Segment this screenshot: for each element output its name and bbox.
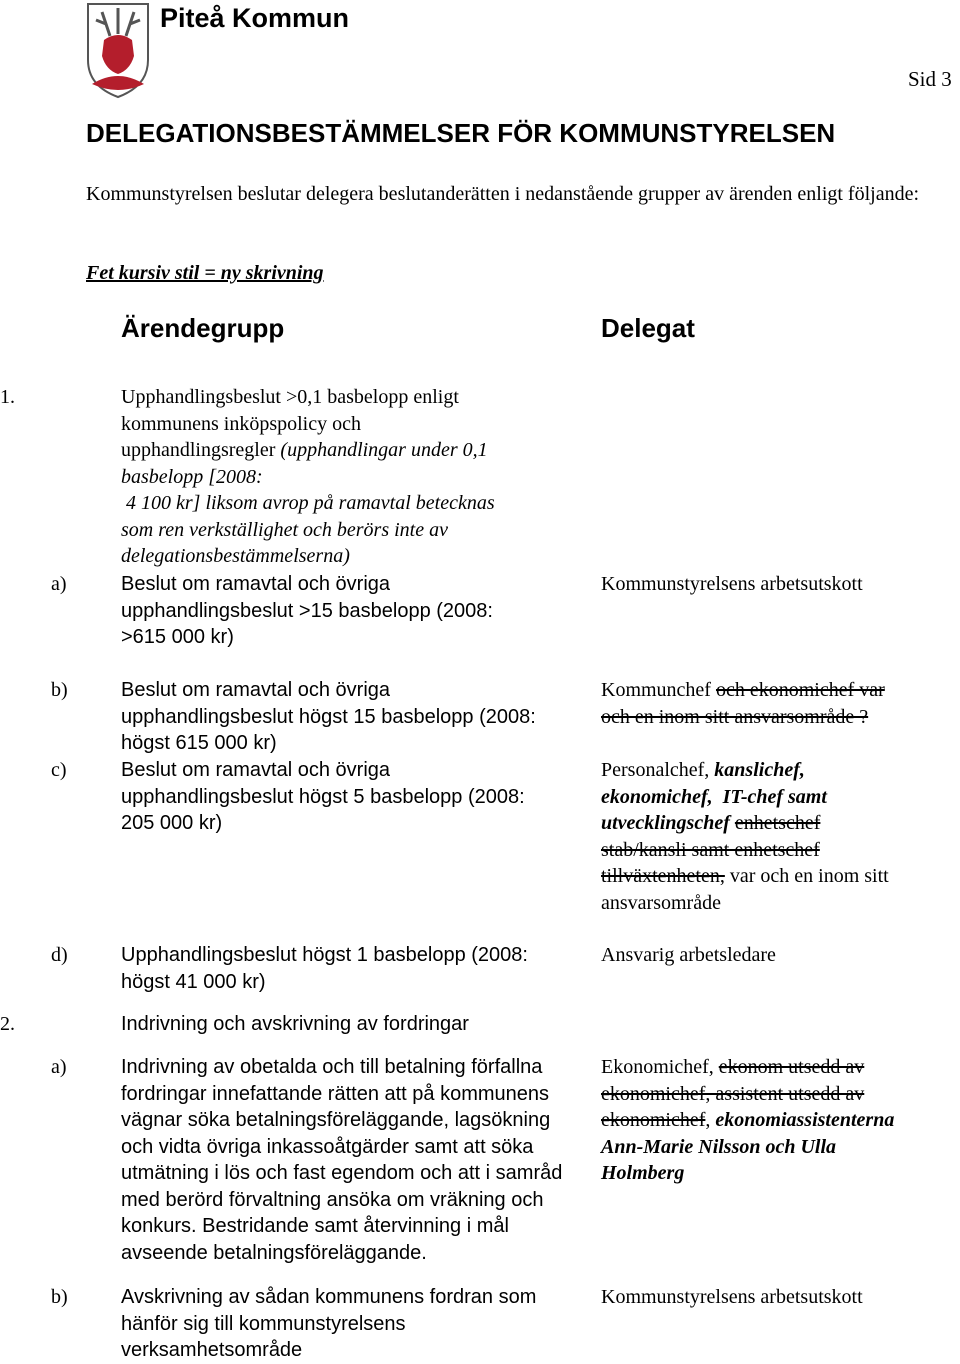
item-line: fordringar innefattande rätten att på kommunens <box>121 1082 550 1105</box>
brand-name: Piteå Kommun <box>160 3 350 33</box>
item-line: hänför sig till kommunstyrelsens <box>121 1312 406 1335</box>
delegate-struck-text: tillväxtenheten, <box>601 865 725 887</box>
delegate-text: ansvarsområde <box>601 891 721 914</box>
delegate-new-text: kanslichef, <box>714 759 805 781</box>
item-delegate: Kommunstyrelsens arbetsutskott <box>601 573 863 595</box>
delegate-text: var och en inom sitt <box>724 865 889 887</box>
item-delegate <box>601 757 946 916</box>
delegate-text: , <box>705 1109 716 1131</box>
section-heading-line: basbelopp [2008: <box>121 465 263 488</box>
section-heading-line: Upphandlingsbeslut >0,1 basbelopp enligt <box>121 386 459 408</box>
item-description <box>121 677 581 757</box>
item-line: högst 41 000 kr) <box>121 970 266 993</box>
item-line: Indrivning av obetalda och till betalning förfallna <box>121 1056 543 1078</box>
item-line: >615 000 kr) <box>121 626 234 648</box>
column-header-group: Ärendegrupp <box>121 313 285 343</box>
item-line: utmätning i lös och fast egendom och att i samråd <box>121 1162 563 1184</box>
section-heading-line <box>121 437 581 464</box>
delegate-struck-text: ekonomichef, assistent utsedd av <box>601 1082 865 1105</box>
heading-italic-text: (upphandlingar under 0,1 <box>280 439 488 461</box>
section-heading-line: 4 100 kr] liksom avrop på ramavtal betecknas <box>121 492 495 514</box>
item-letter: a) <box>51 573 67 595</box>
item-line: konkurs. Bestridande samt återvinning i mål <box>121 1215 509 1237</box>
item-line: upphandlingsbeslut >15 basbelopp (2008: <box>121 599 493 622</box>
formatting-legend: Fet kursiv stil = ny skrivning <box>86 262 324 284</box>
delegate-struck-text: och ekonomichef var <box>715 679 885 701</box>
item-delegate: Kommunstyrelsens arbetsutskott <box>601 1286 863 1308</box>
item-description <box>121 571 581 651</box>
item-line: upphandlingsbeslut högst 5 basbelopp (2008: <box>121 785 525 808</box>
item-line: avseende betalningsföreläggande. <box>121 1241 427 1264</box>
page-number: Sid 3 <box>908 67 952 91</box>
item-letter: d) <box>51 944 68 966</box>
item-line: med berörd förvaltning ansöka om vräkning och <box>121 1188 544 1211</box>
delegate-new-text: Holmberg <box>601 1162 685 1184</box>
document-title: DELEGATIONSBESTÄMMELSER FÖR KOMMUNSTYRELSEN <box>86 118 836 148</box>
delegate-text: Personalchef, <box>601 759 715 781</box>
item-letter: b) <box>51 679 68 701</box>
delegate-new-text: ekonomichef, IT-chef samt <box>601 785 827 808</box>
section-heading: Indrivning och avskrivning av fordringar <box>121 1013 469 1035</box>
item-delegate <box>601 1054 946 1187</box>
item-line: Beslut om ramavtal och övriga <box>121 679 391 701</box>
item-line: vägnar söka betalningsföreläggande, lagsökning <box>121 1109 551 1131</box>
item-delegate <box>601 677 946 730</box>
item-delegate: Ansvarig arbetsledare <box>601 944 776 966</box>
item-letter: a) <box>51 1056 67 1078</box>
delegate-text: Ekonomichef, <box>601 1056 719 1078</box>
item-description <box>121 1284 581 1364</box>
delegate-text: Kommunchef <box>601 679 716 701</box>
municipality-logo <box>84 0 152 100</box>
delegate-struck-text: stab/kansli samt enhetschef <box>601 838 820 861</box>
section-heading-line: kommunens inköpspolicy och <box>121 412 361 435</box>
section-number: 1. <box>0 386 15 408</box>
intro-paragraph: Kommunstyrelsen beslutar delegera beslutanderätten i nedanstående grupper av ärenden enligt följande: <box>86 183 920 205</box>
delegate-new-text: Ann-Marie Nilsson och Ulla <box>601 1135 837 1158</box>
item-line: Avskrivning av sådan kommunens fordran som <box>121 1286 537 1308</box>
item-line: Beslut om ramavtal och övriga <box>121 759 391 781</box>
section-heading <box>121 384 581 570</box>
column-header-delegate: Delegat <box>601 313 695 343</box>
item-description <box>121 1054 591 1266</box>
delegate-struck-text: och en inom sitt ansvarsområde ? <box>601 705 869 728</box>
item-description <box>121 757 581 837</box>
item-line: och vidta övriga inkassoåtgärder samt att söka <box>121 1135 534 1158</box>
section-number: 2. <box>0 1013 15 1035</box>
delegate-struck-text: enhetschef <box>734 812 821 834</box>
item-line: Upphandlingsbeslut högst 1 basbelopp (2008: <box>121 944 528 966</box>
item-letter: c) <box>51 759 67 781</box>
item-line: Beslut om ramavtal och övriga <box>121 573 391 595</box>
delegate-struck-text: ekonom utsedd av <box>718 1056 865 1078</box>
delegate-new-text: ekonomiassistenterna <box>715 1109 895 1131</box>
delegate-struck-text: ekonomichef <box>601 1109 706 1131</box>
item-line: verksamhetsområde <box>121 1339 303 1361</box>
heading-text: upphandlingsregler <box>121 439 281 461</box>
item-line: 205 000 kr) <box>121 812 223 834</box>
section-heading-line: som ren verkställighet och berörs inte av <box>121 518 448 541</box>
delegate-new-text: utvecklingschef <box>601 812 730 834</box>
item-line: upphandlingsbeslut högst 15 basbelopp (2008: <box>121 705 536 728</box>
item-letter: b) <box>51 1286 68 1308</box>
item-line: högst 615 000 kr) <box>121 732 277 754</box>
section-heading-line: delegationsbestämmelserna) <box>121 545 350 567</box>
item-description <box>121 942 581 995</box>
